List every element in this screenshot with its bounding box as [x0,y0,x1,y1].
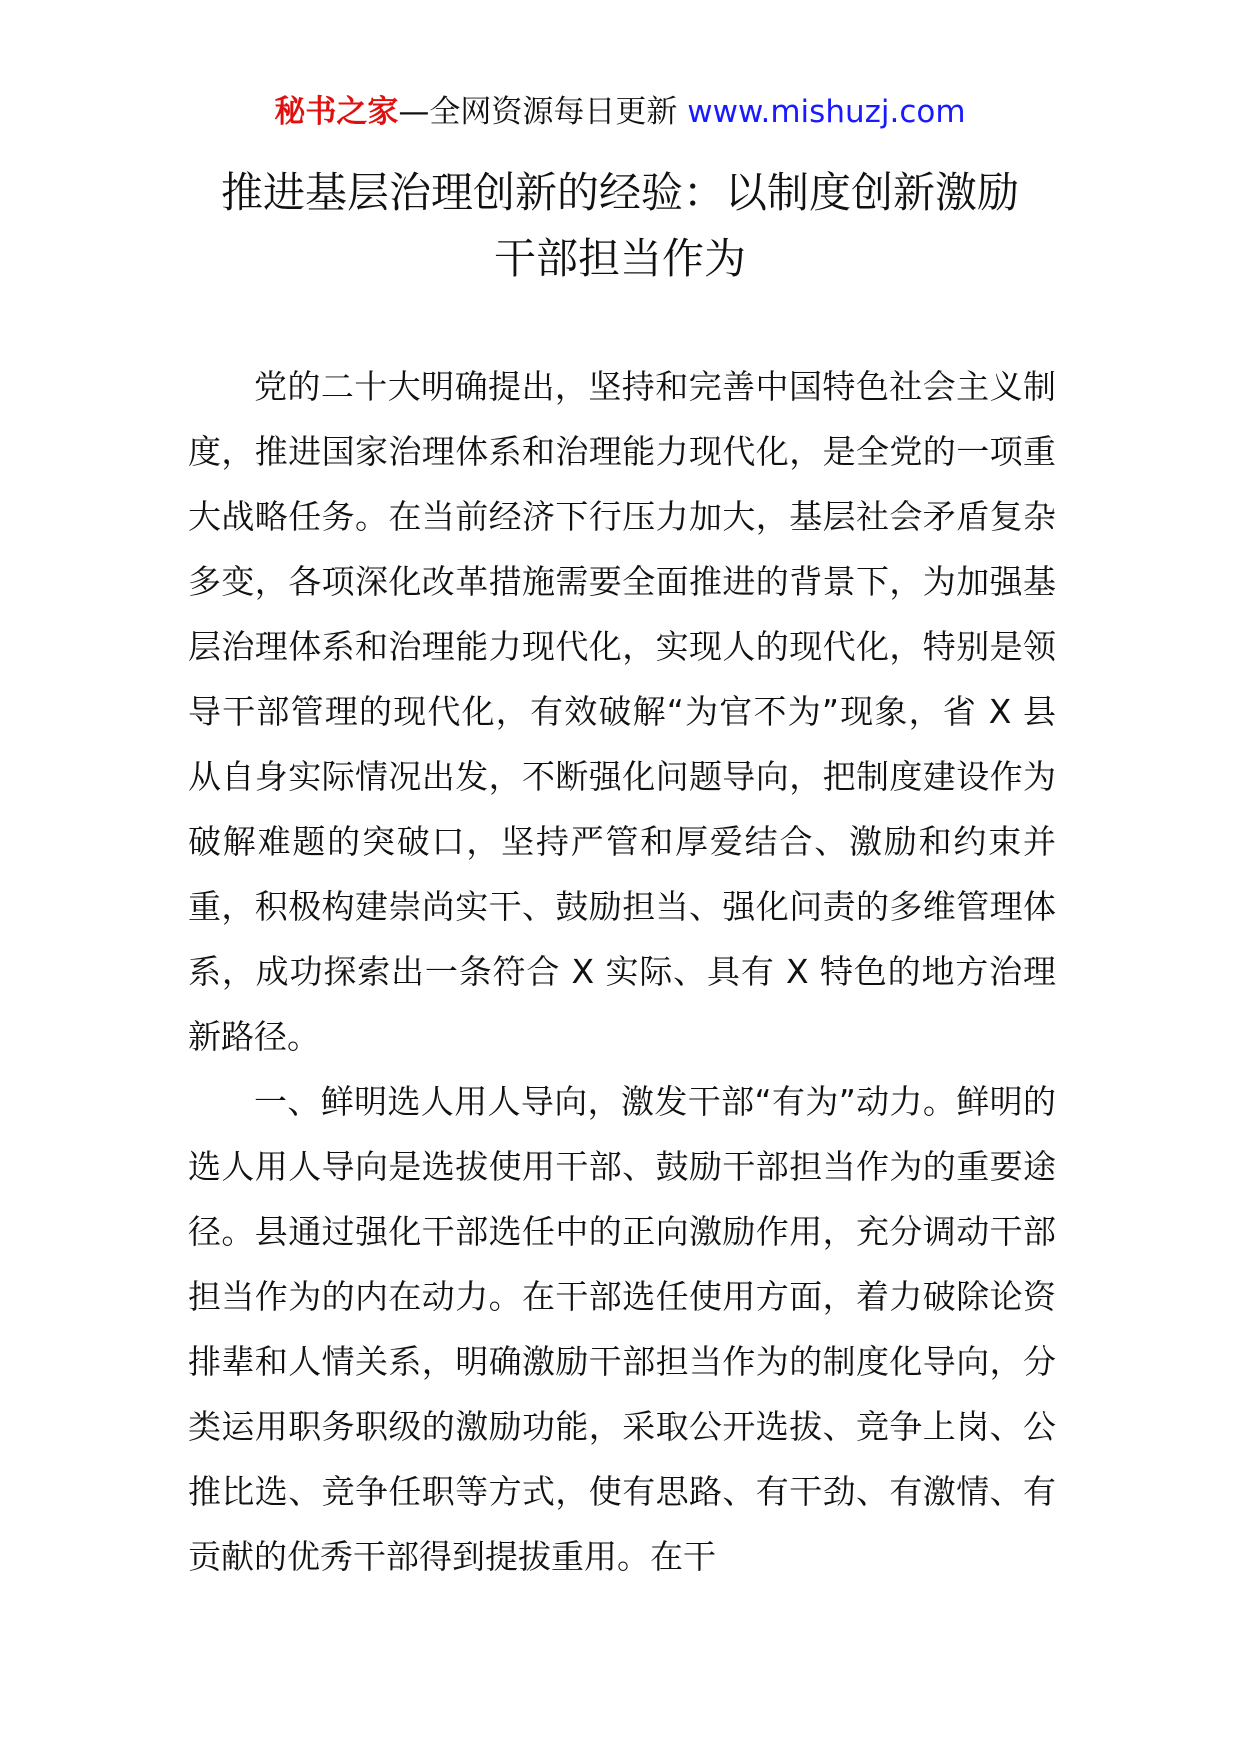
watermark-header [0,92,1240,132]
paragraph-1 [188,354,1056,1069]
title-line-1: 推进基层治理创新的经验：以制度创新激励 [220,168,1019,217]
paragraph-2 [188,1069,1056,1589]
document-body [188,354,1056,1589]
section-heading: 一、鲜明选人用人导向，激发干部“有为”动力。 [254,1082,957,1121]
paragraph-1-text: 党的二十大明确提出，坚持和完善中国特色社会主义制度，推进国家治理体系和治理能力现代化，是全党的一项重大战略任务。在当前经济下行压力加大，基层社会矛盾复杂多变，各项深化改革措施需要全面推进的背景下，为加强基层治理体系和治理能力现代化，实现人的现代化，特别是领导干部管理的现代化，有效破解“为官不为”现象，省 X 县从自身实际情况出发，不断强化问题导向，把制度建设作为破解难题的突破口，坚持严管和厚爱结合、激励和约束并重，积极构建崇尚实干、鼓励担当、强化问责的多维管理体系，成功探索出一条符合 X 实际、具有 X 特色的地方治理新路径。 [188,367,1056,1056]
brand-name: 秘书之家 [274,94,399,130]
title-line-2: 干部担当作为 [493,234,746,283]
paragraph-2-text: 鲜明的选人用人导向是选拔使用干部、鼓励干部担当作为的重要途径。县通过强化干部选任中的正向激励作用，充分调动干部担当作为的内在动力。在干部选任使用方面，着力破除论资排辈和人情关系，明确激励干部担当作为的制度化导向，分类运用职务职级的激励功能，采取公开选拔、竞争上岗、公推比选、竞争任职等方式，使有思路、有干劲、有激情、有贡献的优秀干部得到提拔重用。在干 [188,1082,1056,1576]
document-title [0,160,1240,292]
site-url[interactable]: www.mishuzj.com [687,94,966,130]
header-tagline: —全网资源每日更新 [398,94,688,130]
